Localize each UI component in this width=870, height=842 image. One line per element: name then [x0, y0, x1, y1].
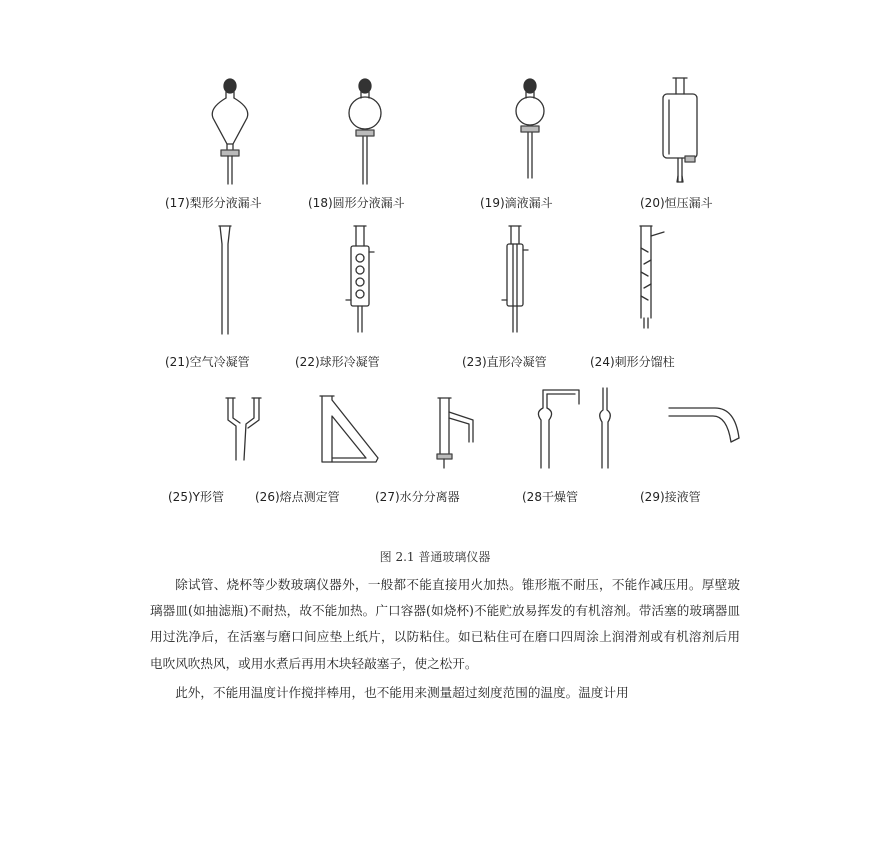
caption-straight-condenser: (23)直形冷凝管: [462, 355, 547, 369]
drying-tube-illustration: [525, 382, 625, 467]
caption-receiver-adapter: (29)接液管: [640, 490, 701, 504]
paragraph-heating-rules: 除试管、烧杯等少数玻璃仪器外，一般都不能直接用火加热。锥形瓶不耐压，不能作减压用。厚壁玻璃器皿(如抽滤瓶)不耐热，故不能加热。广口容器(如烧杯)不能贮放易挥发的有机溶剂。带活塞的玻璃器皿用过洗净后，在活塞与磨口间应垫上纸片，以防粘住。如已粘住可在磨口四周涂上润滑剂或有机溶剂后用电吹风吹热风，或用水煮后再用木块轻敲塞子，使之松开。: [150, 577, 740, 671]
y-tube-illustration: [220, 392, 270, 467]
receiver-adapter-illustration: [665, 402, 745, 462]
bulb-condenser-illustration: [340, 218, 380, 338]
vigreux-column-illustration: [628, 218, 668, 338]
straight-condenser-illustration: [495, 218, 535, 338]
caption-vigreux-column: (24)刺形分馏柱: [590, 355, 675, 369]
pear-separatory-funnel-illustration: [205, 78, 255, 188]
caption-bulb-condenser: (22)球形冷凝管: [295, 355, 380, 369]
body-text: [150, 572, 740, 706]
dean-stark-trap-illustration: [433, 392, 503, 472]
caption-dropping-funnel: (19)滴液漏斗: [480, 196, 553, 210]
round-separatory-funnel-illustration: [340, 78, 390, 188]
melting-point-tube-illustration: [318, 392, 388, 472]
caption-pressure-equalizing-funnel: (20)恒压漏斗: [640, 196, 713, 210]
dropping-funnel-illustration: [505, 78, 555, 188]
glassware-figure: [150, 70, 750, 520]
caption-melting-point-tube: (26)熔点测定管: [255, 490, 340, 504]
caption-dean-stark-trap: (27)水分分离器: [375, 490, 460, 504]
figure-caption: 图 2.1 普通玻璃仪器: [379, 550, 491, 564]
caption-round-separatory-funnel: (18)圆形分液漏斗: [308, 196, 405, 210]
caption-drying-tube: (28干燥管: [522, 490, 578, 504]
air-condenser-illustration: [205, 218, 245, 338]
caption-y-tube: (25)Y形管: [168, 490, 224, 504]
pressure-equalizing-funnel-illustration: [655, 74, 705, 189]
caption-pear-separatory-funnel: (17)梨形分液漏斗: [165, 196, 262, 210]
paragraph-thermometer: 此外，不能用温度计作搅拌棒用，也不能用来测量超过刻度范围的温度。温度计用: [175, 684, 629, 700]
caption-air-condenser: (21)空气冷凝管: [165, 355, 250, 369]
